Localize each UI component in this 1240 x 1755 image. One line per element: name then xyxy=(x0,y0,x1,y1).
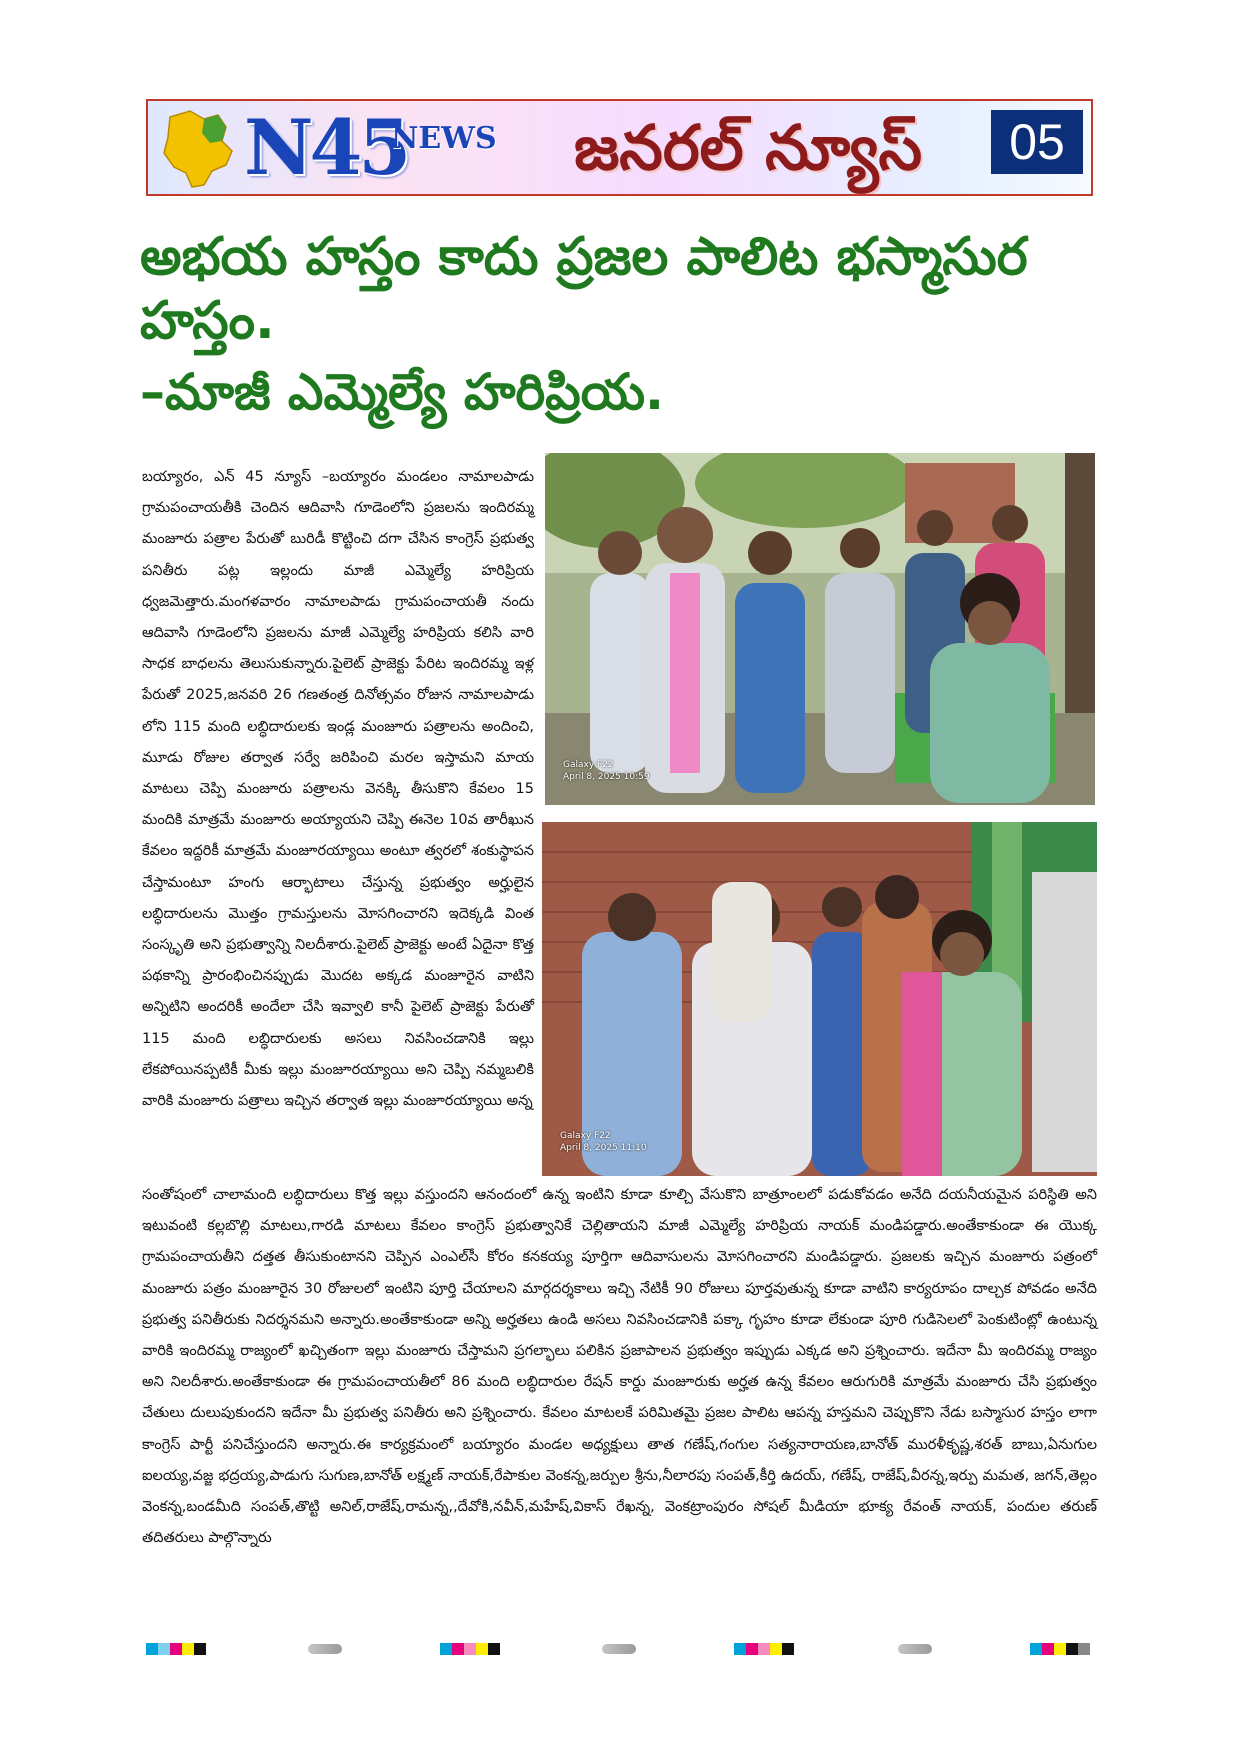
photo-scene xyxy=(542,822,1097,1176)
gray-mark xyxy=(602,1644,636,1654)
color-bar xyxy=(146,1643,206,1655)
stamp-device: Galaxy F22 xyxy=(563,760,614,770)
color-bar xyxy=(440,1643,500,1655)
print-registration-marks xyxy=(0,1643,1240,1659)
headline: అభయ హస్తం కాదు ప్రజల పాలిట భస్మాసుర హస్తం. xyxy=(140,227,1028,351)
color-bar xyxy=(1030,1643,1090,1655)
logo-news: NEWS xyxy=(391,121,497,156)
stamp-device: Galaxy F22 xyxy=(560,1131,611,1141)
photo-timestamp xyxy=(563,759,650,783)
stamp-date: April 8, 2025 11:10 xyxy=(560,1143,647,1153)
byline: –మాజీ ఎమ్మెల్యే హరిప్రియ. xyxy=(140,363,665,421)
stamp-date: April 8, 2025 10:59 xyxy=(563,772,650,782)
color-bar xyxy=(734,1643,794,1655)
state-map-icon xyxy=(156,107,244,191)
logo-n45: N45 xyxy=(244,103,408,192)
photo-leader-meeting-villagers xyxy=(545,453,1095,805)
photo-leader-with-beneficiaries xyxy=(542,822,1097,1176)
photo-scene xyxy=(545,453,1095,805)
photo-timestamp xyxy=(560,1130,647,1154)
page-number: 05 xyxy=(991,110,1083,174)
article-body-text: సంతోషంలో చాలామంది లబ్ధిదారులు కొత్త ఇల్లు వస్తుందని ఆనందంలో ఉన్న ఇంటిని కూడా కూల్చి వేసుకొని బాత్రూంలలో పడుకోవడం అనేది దయనీయమైన పరిస్థితి అని ఇటువంటి కల్లబొల్లి మాటలు,గారడి మాటలు కేవలం కాంగ్రెస్ ప్రభుత్వానికే చెల్లితాయని మాజీ ఎమ్మెల్యే హరిప్రియ నాయక్ మండిపడ్డారు.అంతేకాకుండా ఈ యొక్క గ్రామపంచాయతీని దత్తత తీసుకుంటానని చెప్పిన ఎంఎల్‌సీ కోరం కనకయ్య పూర్తిగా ఆదివాసులను మోసగించారని మండిపడ్డారు. ప్రజలకు ఇచ్చిన మంజూరు పత్రంలో మంజూరు పత్రం మంజూరైన 30 రోజులలో ఇంటిని పూర్తి చేయాలని మార్గదర్శకాలు ఇచ్చి నేటికీ 90 రోజులు పూర్తవుతున్న కూడా వాటిని కార్యరూపం దాల్చక పోవడం అనేది ప్రభుత్వ పనితీరుకు నిదర్శనమని అన్నారు.అంతేకాకుండా అన్ని అర్హతలు ఉండి అసలు నివసించడానికి పక్కా గృహం కూడా లేకుండా పూరి గుడిసెలలో పెంకుటింట్లో ఉంటున్న వారికి ఇందిరమ్మ రాజ్యంలో ఖచ్చితంగా ఇల్లు మంజూరు చేస్తామని ప్రగల్భాలు పలికిన ప్రజాపాలన ప్రభుత్వం ఇప్పుడు ఎక్కడ అని ప్రశ్నించారు. ఇదేనా మీ ఇందిరమ్మ రాజ్యం అని నిలదీశారు.అంతేకాకుండా ఈ గ్రామపంచాయతీలో 86 మంది లబ్ధిదారుల రేషన్ కార్డు మంజూరుకు అర్హత ఉన్న కేవలం ఆరుగురికి మాత్రమే మంజూరు చేసి ప్రభుత్వం చేతులు దులుపుకుందని ఇదేనా మీ ప్రభుత్వ పనితీరు అని ప్రశ్నించారు. కేవలం మాటలకే పరిమితమై ప్రజల పాలిట ఆపన్న హస్తమని చెప్పుకొని నేడు బస్మాసుర హస్తం లాగా కాంగ్రెస్ పార్టీ పనిచేస్తుందని అన్నారు.ఈ కార్యక్రమంలో బయ్యారం మండల అధ్యక్షులు తాత గణేష్,గంగుల సత్యనారాయణ,బానోత్ మురళీకృష్ణ,శరత్ బాబు,ఏనుగుల ఐలయ్య,వజ్జ భద్రయ్య,పాడుగు సుగుణ,బానోత్ లక్ష్మణ్ నాయక్,రేపాకుల వెంకన్న,జర్పుల శ్రీను,నీలారపు సంపత్,కీర్తి ఉదయ్, గణేష్, రాజేష్,వీరన్న,ఇర్పు మమత, జగన్,తెల్లం వెంకన్న,బండమీది సంపత్,తొట్టి అనిల్,రాజేష్,రామన్న,,దేవోకి,నవీన్,మహేష్,వికాస్ రేఖన్న, వెంకట్రాంపురం సోషల్ మీడియా భూక్య రేవంత్ నాయక్, పందుల తరుణ్ తదితరులు పాల్గొన్నారు xyxy=(142,1187,1097,1547)
masthead-title: జనరల్ న్యూస్ xyxy=(573,111,922,184)
gray-mark xyxy=(898,1644,932,1654)
gray-mark xyxy=(308,1644,342,1654)
masthead-banner xyxy=(146,99,1093,196)
article-column-text: బయ్యారం, ఎన్ 45 న్యూస్ –బయ్యారం మండలం నామాలపాడు గ్రామపంచాయతీకి చెందిన ఆదివాసి గూడెంలోని ప్రజలను ఇందిరమ్మ మంజూరు పత్రాల పేరుతో బురిడీ కొట్టించి దగా చేసిన కాంగ్రెస్ ప్రభుత్వ పనితీరు పట్ల ఇల్లందు మాజీ ఎమ్మెల్యే హరిప్రియ ధ్వజమెత్తారు.మంగళవారం నామాలపాడు గ్రామపంచాయతీ నందు ఆదివాసి గూడెంలోని ప్రజలను మాజీ ఎమ్మెల్యే హరిప్రియ కలిసి వారి సాధక బాధలను తెలుసుకున్నారు.పైలెట్ ప్రాజెక్టు పేరిట ఇందిరమ్మ ఇళ్ల పేరుతో 2025,జనవరి 26 గణతంత్ర దినోత్సవం రోజున నామాలపాడు లోని 115 మంది లబ్ధిదారులకు ఇండ్ల మంజూరు పత్రాలను అందించి, మూడు రోజుల తర్వాత సర్వే జరిపించి మరల ఇస్తామని మాయ మాటలు చెప్పి మంజూరు పత్రాలను వెనక్కి తీసుకొని కేవలం 15 మందికి మాత్రమే మంజూరు అయ్యాయని చెప్పి ఈనెల 10వ తారీఖున కేవలం ఇద్దరికీ మాత్రమే మంజూరయ్యాయి అంటూ త్వరలో శంకుస్థాపన చేస్తామంటూ హంగు ఆర్భాటాలు చేస్తున్న ప్రభుత్వం అర్హులైన లబ్ధిదారులను మొత్తం గ్రామస్తులను మోసగించారని ఇదెక్కడి వింత సంస్కృతి అని ప్రభుత్వాన్ని నిలదీశారు.పైలెట్ ప్రాజెక్టు అంటే ఏదైనా కొత్త పథకాన్ని ప్రారంభించినప్పుడు మొదట అక్కడ మంజూరైన వాటిని అన్నిటిని అందరికీ అందేలా చేసి ఇవ్వాలి కానీ పైలెట్ ప్రాజెక్టు పేరుతో 115 మంది లబ్ధిదారులకు అసలు నివసించడానికి ఇల్లు లేకపోయినప్పటికీ మీకు ఇల్లు మంజూరయ్యాయి అని చెప్పి నమ్మబలికి వారికి మంజూరు పత్రాలు ఇచ్చిన తర్వాత ఇల్లు మంజూరయ్యాయి అన్న xyxy=(142,469,534,1110)
